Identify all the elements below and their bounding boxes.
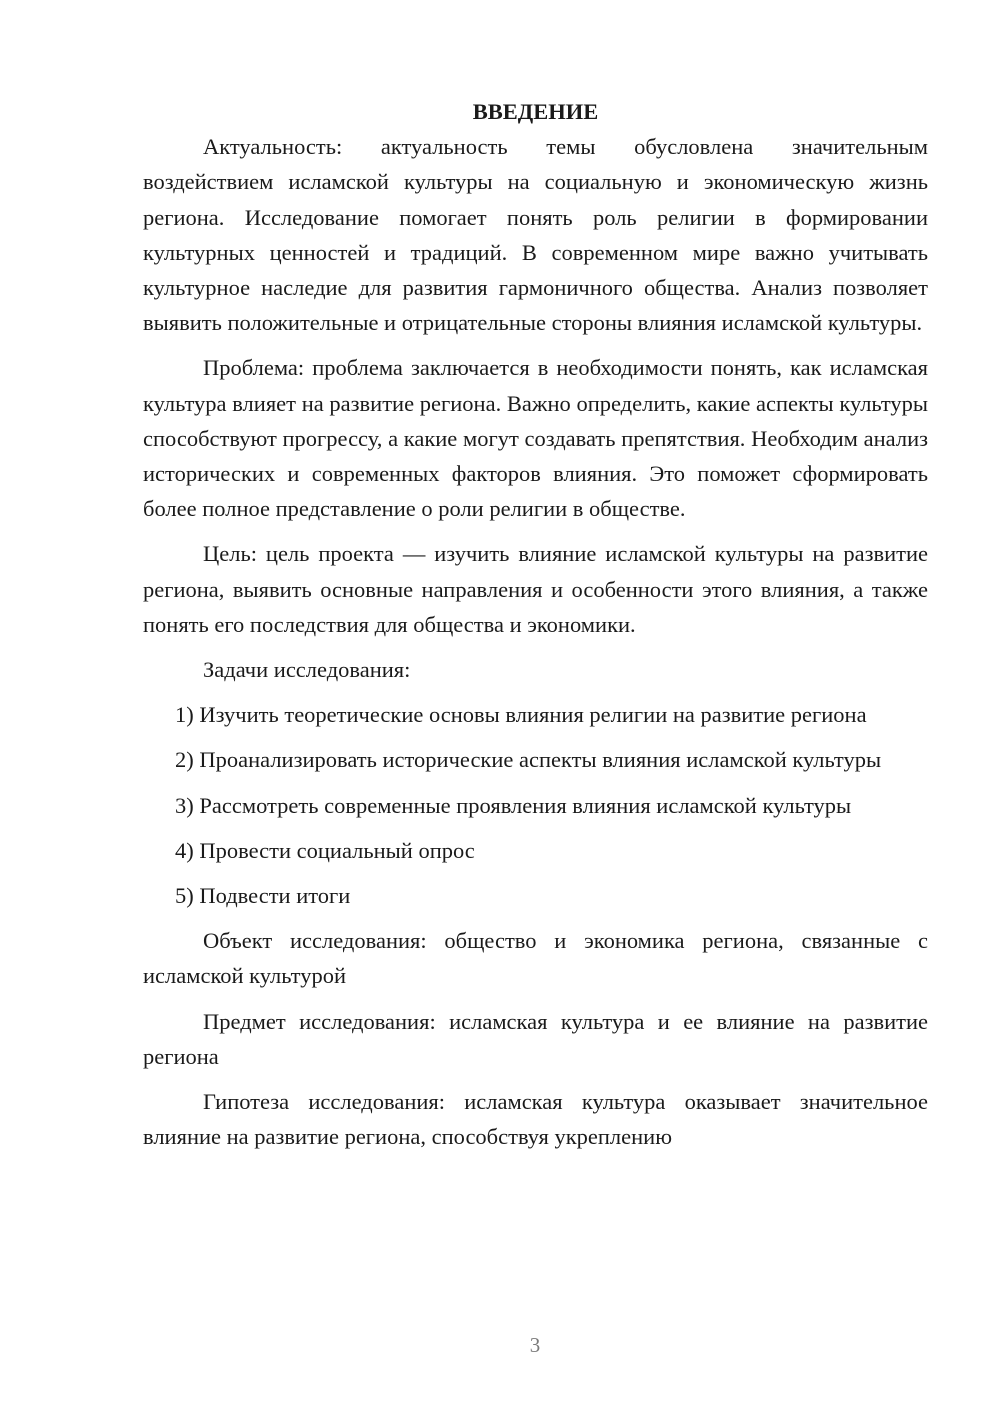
object-paragraph: Объект исследования: общество и экономика региона, связанные с исламской культурой [143, 928, 928, 989]
tasks-heading: Задачи исследования: [203, 657, 411, 683]
task-item-4: 4) Провести социальный опрос [175, 837, 475, 863]
task-item-1: 1) Изучить теоретические основы влияния религии на развитие региона [175, 702, 867, 728]
goal-paragraph: Цель: цель проекта — изучить влияние исламской культуры на развитие региона, выявить основные направления и особенности этого влияния, а также понять его последствия для общества и экономики. [143, 541, 928, 637]
page-title: ВВЕДЕНИЕ [472, 99, 599, 124]
problem-paragraph: Проблема: проблема заключается в необходимости понять, как исламская культура влияет на развитие региона. Важно определить, какие аспекты культуры способствуют прогрессу, а какие могут создавать препятствия. Необходим анализ исторических и современных факторов влияния. Это поможет сформировать более полное представление о роли религии в обществе. [143, 355, 928, 522]
subject-paragraph: Предмет исследования: исламская культура и ее влияние на развитие региона [143, 1008, 928, 1069]
task-item-2: 2) Проанализировать исторические аспекты влияния исламской культуры [175, 747, 882, 773]
page-content [143, 94, 928, 1154]
hypothesis-paragraph: Гипотеза исследования: исламская культура оказывает значительное влияние на развитие региона, способствуя укреплению [143, 1089, 928, 1150]
page-number: 3 [529, 1333, 541, 1357]
task-item-5: 5) Подвести итоги [175, 883, 351, 909]
relevance-paragraph: Актуальность: актуальность темы обусловлена значительным воздействием исламской культуры на социальную и экономическую жизнь региона. Исследование помогает понять роль религии в формировании культурных ценностей и традиций. В современном мире важно учитывать культурное наследие для развития гармоничного общества. Анализ позволяет выявить положительные и отрицательные стороны влияния исламской культуры. [143, 134, 928, 336]
task-item-3: 3) Рассмотреть современные проявления влияния исламской культуры [175, 792, 852, 818]
